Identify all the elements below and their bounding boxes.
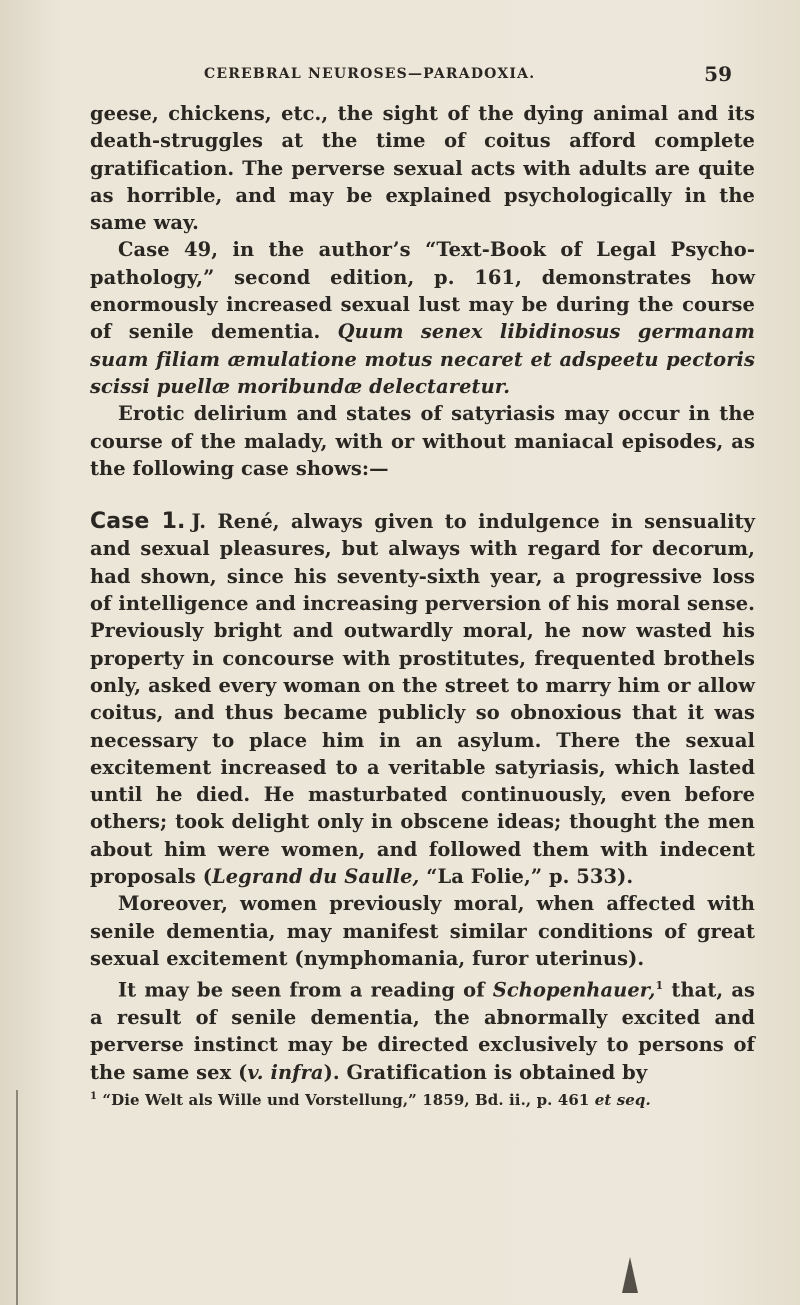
latin-passage: Quum senex libidinosus germanam suam filiam æmulatione motus necaret et adspeetu pectoris scissi puellæ moribundæ delectaretur. — [90, 320, 755, 398]
footnote-text: “Die Welt als Wille und Vorstellung,” 1859, Bd. ii., p. 461 — [97, 1090, 595, 1109]
footnote-mark: 1 — [90, 1090, 98, 1102]
case-49-text: Case 49, in the author’s “Text-Book of Legal Psycho-pathology,” second edition, p. 161, demonstrates how enormously increased sexual lust may be during the course of senile dementia. — [90, 238, 755, 344]
paragraph-continuation: geese, chickens, etc., the sight of the dying animal and its death-struggles at the time of coitus afford complete gratification. The perverse sexual acts with adults are quite as horrible, and may be explained psychologically in the same way. — [90, 102, 755, 235]
paragraph-erotic-delirium: Erotic delirium and states of satyriasis may occur in the course of the malady, with or without maniacal episodes, as the following case shows:— — [90, 402, 755, 480]
paragraph-case-49 — [90, 236, 755, 400]
running-head — [92, 60, 742, 90]
case-label: Case 1. — [90, 509, 186, 535]
running-title: CEREBRAL NEUROSES—PARADOXIA. — [204, 66, 536, 82]
citation-source: “La Folie,” p. 533). — [419, 865, 634, 889]
schopenhauer-lead: It may be seen from a reading of — [118, 978, 493, 1002]
paragraph-women: Moreover, women previously moral, when affected with senile dementia, may manifest similar conditions of great sexual excitement (nymphomania, furor uterinus). — [90, 892, 755, 970]
case-1-text: J. René, always given to indulgence in sensuality and sexual pleasures, but always with regard for decorum, had shown, since his seventy-sixth year, a progressive loss of intelligence and increasing perversion of his moral sense. Previously bright and outwardly moral, he now wasted his property in concourse with prostitutes, frequented brothels only, asked every woman on the street to marry him or allow coitus, and thus became publicly so obnoxious that it was necessary to place him in an asylum. There the sexual excitement increased to a veritable satyriasis, which lasted until he died. He masturbated continuously, even before others; took delight only in obscene ideas; thought the men about him were women, and followed them with indecent proposals ( — [90, 510, 756, 889]
page-edge-line — [16, 1090, 18, 1305]
schopenhauer-name: Schopenhauer, — [492, 978, 656, 1002]
footnote — [90, 1086, 755, 1111]
body-text — [90, 100, 755, 1111]
paragraph-schopenhauer — [90, 972, 755, 1086]
paragraph-case-1 — [90, 508, 755, 890]
v-infra: v. infra — [247, 1060, 324, 1084]
footnote-etseq: et seq. — [594, 1090, 651, 1109]
footnote-ref: 1 — [655, 979, 664, 993]
citation-author: Legrand du Saulle, — [212, 865, 420, 889]
ink-stain-icon — [620, 1255, 640, 1295]
page-number: 59 — [704, 62, 732, 86]
schopenhauer-end: ). Gratification is obtained by — [323, 1060, 648, 1084]
schopenhauer-text: that, as a result of senile dementia, the abnormally excited and perverse instinct may be directed exclusively to persons of the same sex ( — [90, 978, 756, 1084]
